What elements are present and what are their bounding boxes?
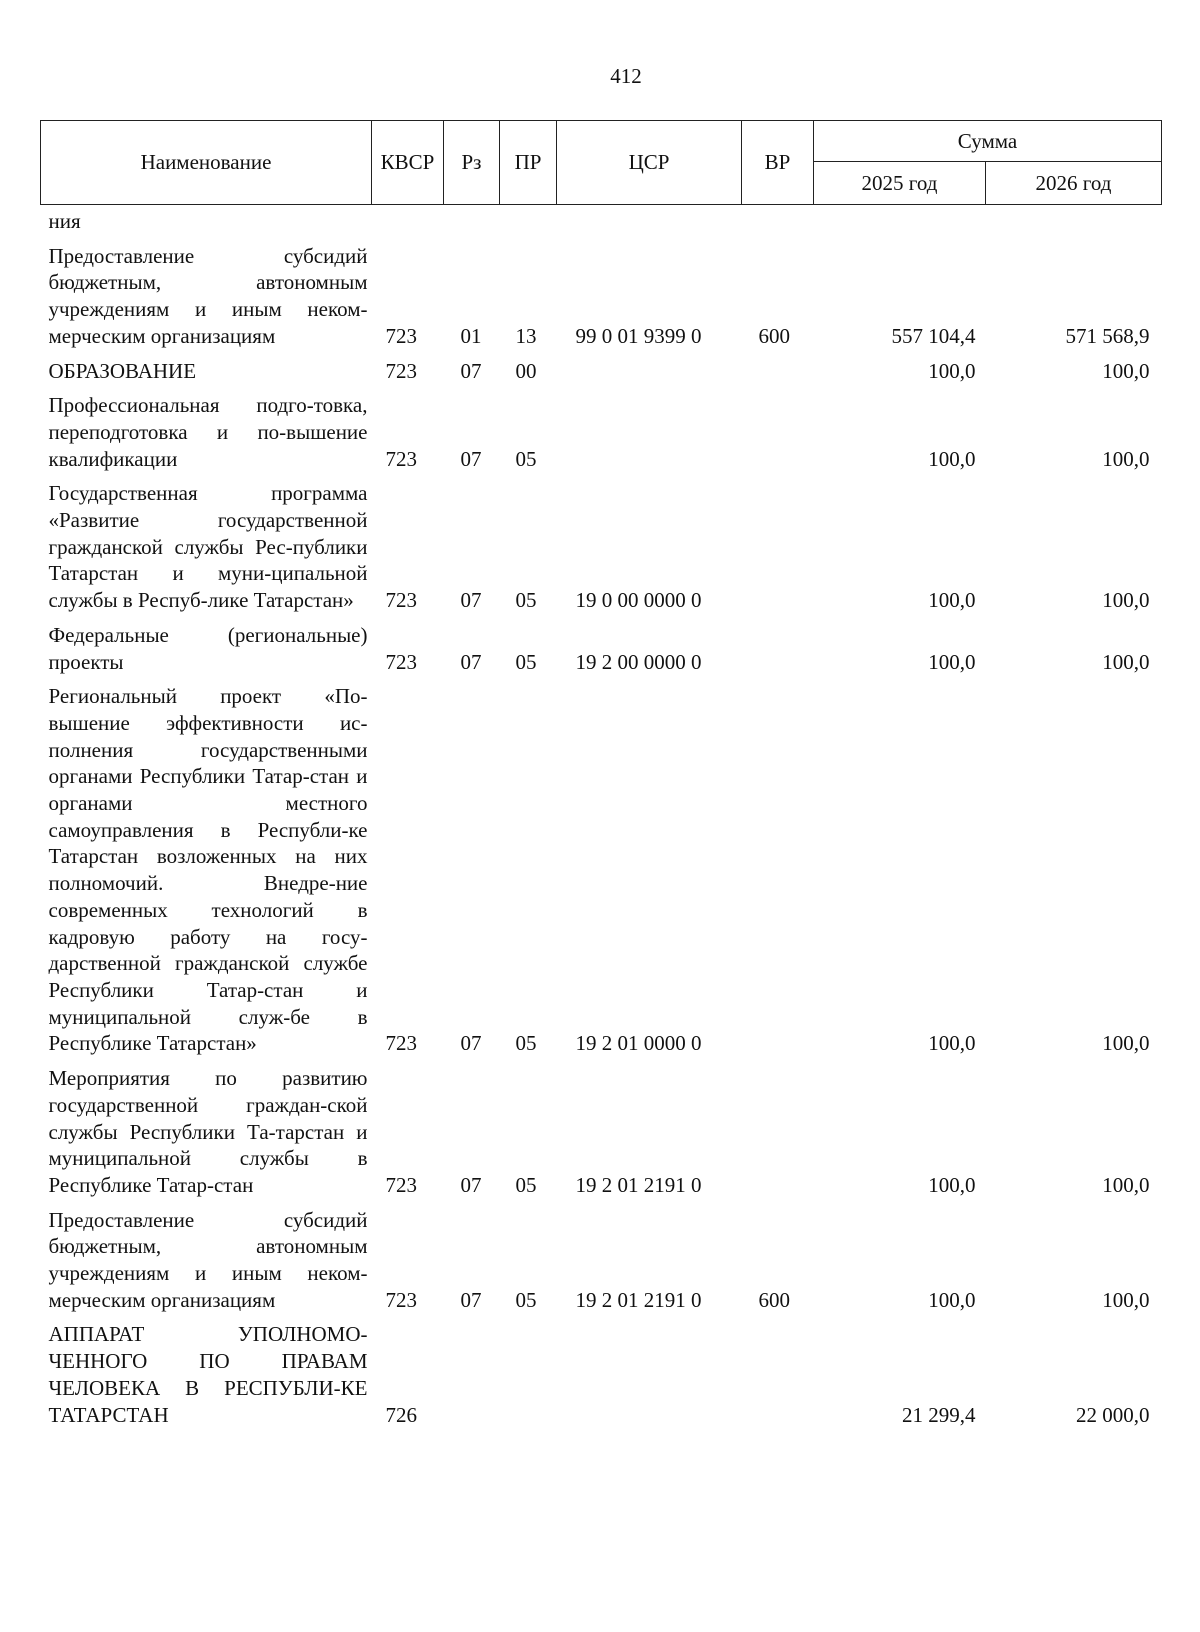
cell-vr [742, 614, 814, 675]
cell-rz: 07 [460, 649, 482, 674]
cell-pr: 05 [515, 1031, 537, 1056]
table-row [41, 675, 1162, 1057]
table-row [41, 1057, 1162, 1199]
cell-name: Федеральные (региональные) проекты [48, 622, 368, 674]
budget-table [40, 120, 1162, 1428]
cell-kvsr [372, 205, 444, 235]
cell-name: Мероприятия по развитию государственной граждан-ской службы Республики Та-тарстан и муниципальной службы в Республике Татар-стан [48, 1066, 368, 1197]
cell-sum-2025: 100,0 [928, 446, 976, 471]
cell-name: Региональный проект «По-вышение эффективности ис-полнения государственными органами Республики Татар-стан и органами местного самоуправления в Республи-ке Татарстан возложенных на них полномочий. Внедре-ние современных технологий в кадровую работу на госу-дарственной гражданской службе Республики Татар-стан и муниципальной служ-бе в Республике Татарстан» [48, 684, 368, 1056]
cell-pr: 05 [515, 446, 537, 471]
cell-sum-2026: 100,0 [1102, 1287, 1150, 1312]
header-sum: Сумма [814, 121, 1162, 162]
cell-kvsr: 723 [385, 1172, 417, 1197]
cell-csr [557, 1313, 742, 1428]
cell-vr [742, 1057, 814, 1199]
cell-sum-2026: 100,0 [1102, 446, 1150, 471]
cell-sum-2026: 100,0 [1102, 358, 1150, 383]
header-kvsr: КВСР [372, 121, 444, 205]
cell-name: АППАРАТ УПОЛНОМО-ЧЕННОГО ПО ПРАВАМ ЧЕЛОВЕКА В РЕСПУБЛИ-КЕ ТАТАРСТАН [48, 1322, 368, 1427]
cell-sum-2026: 100,0 [1102, 1172, 1150, 1197]
cell-vr: 600 [758, 323, 790, 348]
cell-vr [742, 472, 814, 614]
cell-rz: 07 [460, 1031, 482, 1056]
cell-pr: 05 [515, 649, 537, 674]
cell-sum-2025 [814, 205, 986, 235]
cell-kvsr: 723 [385, 446, 417, 471]
cell-name: Государственная программа «Развитие государственной гражданской службы Рес-публики Татарстан и муни-ципальной службы в Респуб-лике Татарстан» [48, 481, 368, 613]
cell-rz: 07 [460, 1287, 482, 1312]
header-vr: ВР [742, 121, 814, 205]
cell-pr [500, 205, 557, 235]
cell-rz: 01 [460, 323, 482, 348]
table-row [41, 472, 1162, 614]
cell-rz [444, 1313, 500, 1428]
header-year-2025: 2025 год [814, 162, 986, 205]
header-year-2026: 2026 год [986, 162, 1162, 205]
cell-csr: 19 2 00 0000 0 [575, 649, 702, 674]
cell-vr: 600 [758, 1287, 790, 1312]
cell-vr [742, 675, 814, 1057]
cell-csr: 99 0 01 9399 0 [575, 323, 702, 348]
cell-vr [742, 205, 814, 235]
cell-kvsr: 723 [385, 323, 417, 348]
cell-kvsr: 723 [385, 588, 417, 613]
cell-sum-2026: 22 000,0 [1076, 1402, 1150, 1427]
cell-rz: 07 [460, 1172, 482, 1197]
table-header [41, 121, 1162, 205]
page-number: 412 [610, 64, 642, 88]
header-rz: Рз [444, 121, 500, 205]
cell-kvsr: 723 [385, 1287, 417, 1312]
cell-name: Профессиональная подго-товка, переподготовка и по-вышение квалификации [48, 393, 368, 471]
cell-pr: 05 [515, 1287, 537, 1312]
cell-sum-2026: 100,0 [1102, 588, 1150, 613]
cell-kvsr: 723 [385, 649, 417, 674]
table-body [41, 205, 1162, 1429]
cell-kvsr: 726 [385, 1402, 417, 1427]
cell-sum-2025: 100,0 [928, 649, 976, 674]
cell-csr: 19 2 01 0000 0 [575, 1031, 702, 1056]
cell-sum-2025: 100,0 [928, 358, 976, 383]
cell-sum-2025: 100,0 [928, 1172, 976, 1197]
header-csr: ЦСР [557, 121, 742, 205]
cell-name: ОБРАЗОВАНИЕ [48, 358, 197, 383]
cell-sum-2025: 100,0 [928, 1287, 976, 1312]
cell-sum-2026: 571 568,9 [1065, 323, 1150, 348]
cell-vr [742, 1313, 814, 1428]
cell-csr: 19 0 00 0000 0 [575, 588, 702, 613]
cell-pr [500, 1313, 557, 1428]
cell-pr: 13 [515, 323, 537, 348]
cell-csr [557, 205, 742, 235]
table-row [41, 614, 1162, 675]
table-row [41, 384, 1162, 472]
cell-pr: 05 [515, 588, 537, 613]
cell-csr: 19 2 01 2191 0 [575, 1172, 702, 1197]
cell-rz: 07 [460, 446, 482, 471]
cell-name: ния [48, 209, 81, 233]
cell-sum-2025: 100,0 [928, 588, 976, 613]
cell-sum-2026: 100,0 [1102, 649, 1150, 674]
table-row [41, 235, 1162, 350]
cell-rz [444, 205, 500, 235]
header-pr: ПР [500, 121, 557, 205]
cell-rz: 07 [460, 588, 482, 613]
header-name: Наименование [41, 121, 372, 205]
cell-csr [557, 384, 742, 472]
cell-name: Предоставление субсидий бюджетным, автономным учреждениям и иным неком-мерческим организациям [48, 243, 368, 348]
cell-sum-2025: 21 299,4 [902, 1402, 976, 1427]
cell-csr [557, 350, 742, 385]
cell-sum-2025: 557 104,4 [891, 323, 976, 348]
cell-sum-2026 [986, 205, 1162, 235]
cell-kvsr: 723 [385, 1031, 417, 1056]
cell-kvsr: 723 [385, 358, 417, 383]
table-row [41, 205, 1162, 235]
cell-rz: 07 [460, 358, 482, 383]
cell-pr: 05 [515, 1172, 537, 1197]
cell-name: Предоставление субсидий бюджетным, автономным учреждениям и иным неком-мерческим организациям [48, 1207, 368, 1312]
table-row [41, 1313, 1162, 1428]
cell-sum-2025: 100,0 [928, 1031, 976, 1056]
cell-vr [742, 350, 814, 385]
cell-vr [742, 384, 814, 472]
cell-sum-2026: 100,0 [1102, 1031, 1150, 1056]
table-row [41, 1199, 1162, 1314]
cell-csr: 19 2 01 2191 0 [575, 1287, 702, 1312]
cell-pr: 00 [515, 358, 537, 383]
table-row [41, 350, 1162, 385]
